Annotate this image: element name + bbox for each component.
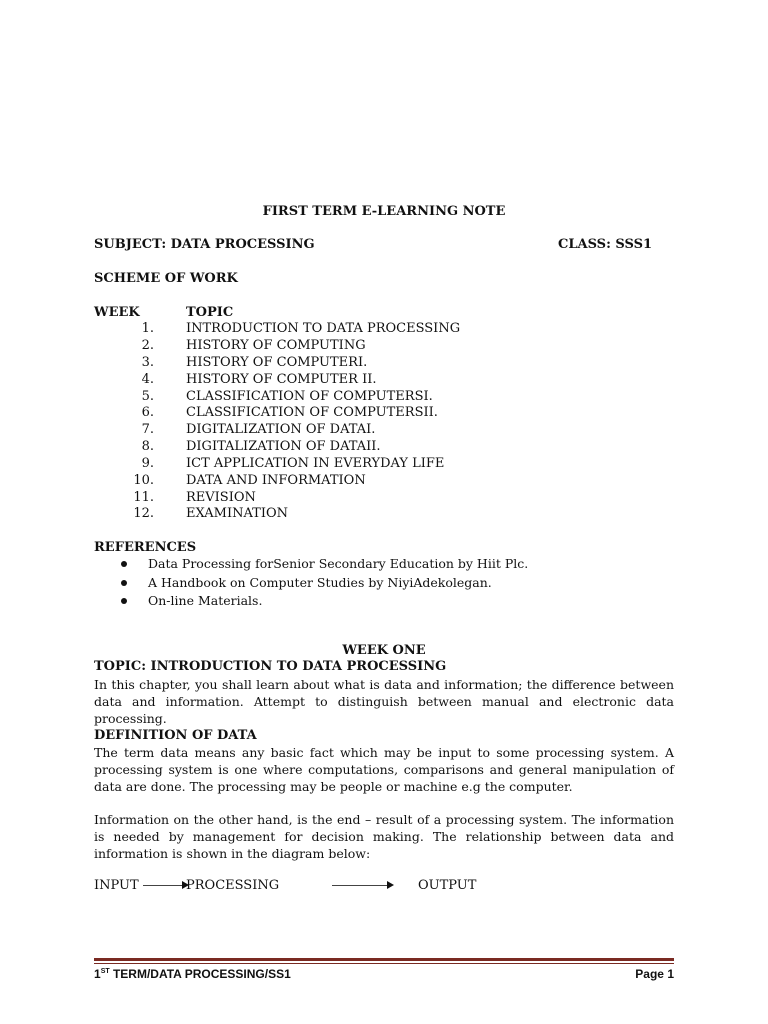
table-row <box>94 438 674 455</box>
definition-paragraph: The term data means any basic fact which may be input to some processing system. A processing system is one where computations, comparisons and general manipulation of data are done. The processing may be people or machine e.g the computer. <box>94 745 674 794</box>
week-number: 12. <box>133 506 154 521</box>
footer-course-label <box>94 966 291 982</box>
week-topic: EXAMINATION <box>186 506 289 521</box>
week-number: 2. <box>141 338 154 353</box>
week-number: 1. <box>141 321 154 336</box>
flow-processing-label: PROCESSING <box>186 878 280 893</box>
subject-label: SUBJECT: DATA PROCESSING <box>94 237 315 252</box>
intro-paragraph: In this chapter, you shall learn about what is data and information; the difference between data and information. Attempt to distinguish between manual and electronic data processing. <box>94 677 674 726</box>
table-row <box>94 472 674 489</box>
references-heading: REFERENCES <box>94 540 197 555</box>
week-number: 10. <box>133 473 154 488</box>
week-number: 7. <box>141 422 154 437</box>
week-topic: CLASSIFICATION OF COMPUTERSII. <box>186 405 438 420</box>
flow-arrow-line <box>143 885 183 886</box>
table-row <box>94 489 674 506</box>
footer-term-suffix: ST <box>100 968 110 975</box>
table-row <box>94 371 674 388</box>
week-topic: INTRODUCTION TO DATA PROCESSING <box>186 321 461 336</box>
week-topic: HISTORY OF COMPUTERI. <box>186 355 368 370</box>
week-topic: CLASSIFICATION OF COMPUTERSI. <box>186 389 433 404</box>
information-paragraph: Information on the other hand, is the end – result of a processing system. The information is needed by management for decision making. The relationship between data and information is shown in the diagram below: <box>94 812 674 861</box>
week-topic: HISTORY OF COMPUTER II. <box>186 372 377 387</box>
week-number: 4. <box>141 372 154 387</box>
week-topic: DIGITALIZATION OF DATAII. <box>186 439 381 454</box>
reference-text: A Handbook on Computer Studies by NiyiAdekolegan. <box>148 575 492 590</box>
table-row <box>94 320 674 337</box>
week-topic: ICT APPLICATION IN EVERYDAY LIFE <box>186 456 445 471</box>
week-topic: DATA AND INFORMATION <box>186 473 366 488</box>
footer-term-number: 1 <box>94 967 101 981</box>
table-row <box>94 337 674 354</box>
week-number: 11. <box>133 490 154 505</box>
week-number: 6. <box>141 405 154 420</box>
reference-text: On-line Materials. <box>148 593 263 608</box>
reference-text: Data Processing forSenior Secondary Education by Hiit Plc. <box>148 556 529 571</box>
week-one-heading: WEEK ONE <box>342 643 426 658</box>
week-topic: DIGITALIZATION OF DATAI. <box>186 422 376 437</box>
scheme-heading: SCHEME OF WORK <box>94 271 238 286</box>
week-number: 3. <box>141 355 154 370</box>
arrow-right-icon <box>387 881 394 889</box>
page-number: Page 1 <box>635 967 674 981</box>
week-topic: REVISION <box>186 490 256 505</box>
week-number: 5. <box>141 389 154 404</box>
table-row <box>94 455 674 472</box>
flow-arrow-line <box>332 885 388 886</box>
footer-divider <box>94 958 674 961</box>
bullet-icon <box>121 598 127 604</box>
footer-course-text: TERM/DATA PROCESSING/SS1 <box>109 967 291 981</box>
table-row <box>94 388 674 405</box>
definition-heading: DEFINITION OF DATA <box>94 728 257 743</box>
week-number: 9. <box>141 456 154 471</box>
table-row <box>94 354 674 371</box>
class-label: CLASS: SSS1 <box>558 237 653 252</box>
table-row <box>94 404 674 421</box>
table-row <box>94 505 674 522</box>
document-title: FIRST TERM E-LEARNING NOTE <box>262 204 506 219</box>
flow-output-label: OUTPUT <box>418 878 477 893</box>
week-one-topic: TOPIC: INTRODUCTION TO DATA PROCESSING <box>94 659 447 674</box>
flow-input-label: INPUT <box>94 878 139 893</box>
footer-divider-thin <box>94 963 674 964</box>
week-column-header: WEEK <box>94 305 140 320</box>
bullet-icon <box>121 561 127 567</box>
week-number: 8. <box>141 439 154 454</box>
bullet-icon <box>121 580 127 586</box>
week-topic: HISTORY OF COMPUTING <box>186 338 366 353</box>
table-row <box>94 421 674 438</box>
topic-column-header: TOPIC <box>186 305 234 320</box>
